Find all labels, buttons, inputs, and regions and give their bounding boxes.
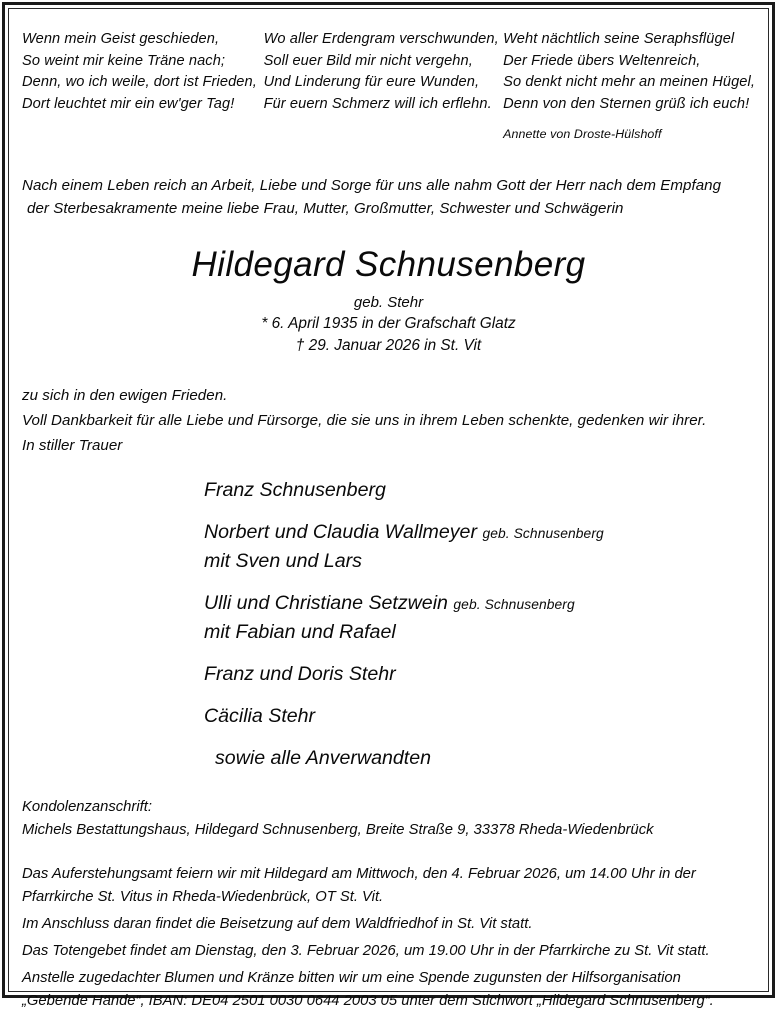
condolence-address: Michels Bestattungshaus, Hildegard Schnusenberg, Breite Straße 9, 33378 Rheda-Wiedenbrück <box>22 821 654 838</box>
poem-line: Denn, wo ich weile, dort ist Frieden, <box>22 74 257 90</box>
donation-line: Anstelle zugedachter Blumen und Kränze bitten wir um eine Spende zugunsten der Hilfsorganisation <box>22 970 681 986</box>
donation-info <box>22 967 755 1013</box>
intro-paragraph <box>22 175 755 220</box>
family-list <box>22 476 755 772</box>
deceased-name-block <box>22 244 755 357</box>
family-member-name: Cäcilia Stehr <box>204 705 316 727</box>
condolence-address-block <box>22 796 755 841</box>
poem-line: Soll euer Bild mir nicht vergehn, <box>263 52 473 69</box>
poem-line: Wenn mein Geist geschieden, <box>22 31 220 47</box>
family-group <box>204 702 755 730</box>
poem-line: Und Linderung für eure Wunden, <box>263 74 480 90</box>
poem-column-2 <box>264 29 504 115</box>
prayer-line: Das Totengebet findet am Dienstag, den 3. Februar 2026, um 19.00 Uhr in der Pfarrkirche zu St. Vit statt. <box>22 943 710 959</box>
family-member-name: Ulli und Christiane Setzwein <box>204 592 448 614</box>
family-member <box>204 589 755 619</box>
continuation-line: In stiller Trauer <box>22 437 123 454</box>
deceased-name: Hildegard Schnusenberg <box>191 245 586 284</box>
family-member <box>204 660 755 688</box>
family-member-name: Norbert und Claudia Wallmeyer <box>204 521 477 543</box>
requiem-mass-info <box>22 863 755 909</box>
donation-line: „Gebende Hände“, IBAN: DE04 2501 0030 0644 2003 05 unter dem Stichwort „Hildegard Schnusenberg“. <box>22 993 714 1009</box>
poem-column-3 <box>503 29 755 142</box>
service-information <box>22 863 755 1013</box>
family-children: mit Fabian und Rafael <box>204 621 396 643</box>
requiem-mass-line: Pfarrkirche St. Vitus in Rheda-Wiedenbrück, OT St. Vit. <box>22 889 384 905</box>
family-member-maiden-name: geb. Schnusenberg <box>453 597 575 612</box>
family-group <box>204 660 755 688</box>
death-date: † 29. Januar 2026 in St. Vit <box>295 337 482 354</box>
family-member-maiden-name: geb. Schnusenberg <box>482 526 604 541</box>
burial-line: Im Anschluss daran findet die Beisetzung auf dem Waldfriedhof in St. Vit statt. <box>22 916 533 932</box>
poem-section <box>22 19 755 142</box>
continuation-line: zu sich in den ewigen Frieden. <box>22 387 228 404</box>
family-group <box>204 476 755 504</box>
family-group <box>204 589 755 646</box>
prayer-info <box>22 940 755 963</box>
poem-line: Der Friede übers Weltenreich, <box>503 52 701 69</box>
burial-info <box>22 913 755 936</box>
poem-line: Dort leuchtet mir ein ew'ger Tag! <box>22 95 235 112</box>
continuation-paragraph <box>22 383 755 458</box>
poem-line: So weint mir keine Träne nach; <box>22 52 226 69</box>
poem-line: Denn von den Sternen grüß ich euch! <box>503 95 750 112</box>
condolence-label: Kondolenzanschrift: <box>22 799 152 815</box>
family-member <box>204 476 755 504</box>
intro-line: der Sterbesakramente meine liebe Frau, Mutter, Großmutter, Schwester und Schwägerin <box>27 199 624 217</box>
family-group <box>204 744 755 772</box>
birth-date: * 6. April 1935 in der Grafschaft Glatz <box>261 315 516 332</box>
continuation-line: Voll Dankbarkeit für alle Liebe und Fürsorge, die sie uns in ihrem Leben schenkte, gedenken wir ihrer. <box>22 412 707 429</box>
intro-line: Nach einem Leben reich an Arbeit, Liebe und Sorge für uns alle nahm Gott der Herr nach dem Empfang <box>22 177 722 194</box>
family-children: mit Sven und Lars <box>204 550 362 572</box>
poem-column-1 <box>22 29 264 115</box>
poem-line: So denkt nicht mehr an meinen Hügel, <box>503 74 755 90</box>
family-member-name: Franz Schnusenberg <box>204 479 386 501</box>
deceased-maiden-name: geb. Stehr <box>353 294 424 311</box>
poem-line: Für euern Schmerz will ich erflehn. <box>263 95 492 112</box>
poem-line: Wo aller Erdengram verschwunden, <box>263 31 499 47</box>
family-closing: sowie alle Anverwandten <box>215 747 432 769</box>
poem-attribution: Annette von Droste-Hülshoff <box>503 127 662 141</box>
family-member <box>204 702 755 730</box>
family-group <box>204 518 755 575</box>
notice-content <box>9 9 768 1009</box>
poem-line: Weht nächtlich seine Seraphsflügel <box>503 31 735 47</box>
family-member-name: Franz und Doris Stehr <box>204 663 396 685</box>
requiem-mass-line: Das Auferstehungsamt feiern wir mit Hildegard am Mittwoch, den 4. Februar 2026, um 14.00 Uhr in der <box>22 866 696 882</box>
family-member <box>204 518 755 548</box>
